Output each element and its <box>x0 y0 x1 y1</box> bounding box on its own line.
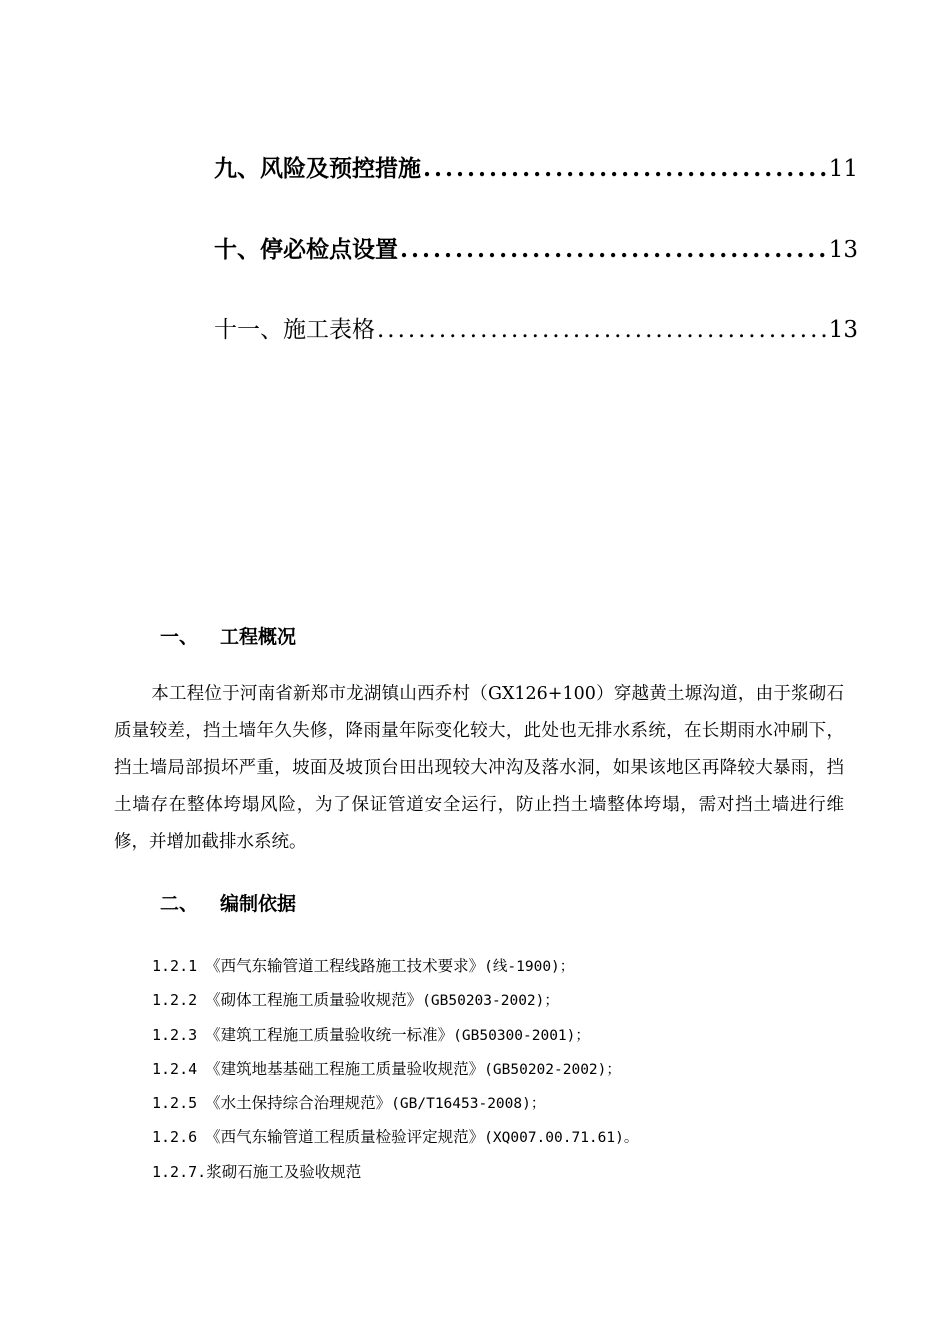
section-heading-overview <box>160 622 296 649</box>
reference-code: (GB/T16453-2008)； <box>391 1096 546 1113</box>
reference-code: (XQ007.00.71.61)。 <box>484 1130 639 1147</box>
toc-title: 十、停必检点设置 <box>214 236 398 263</box>
toc-leader-dots <box>423 155 827 182</box>
toc-title: 九、风险及预控措施 <box>214 155 421 182</box>
toc-entry[interactable] <box>214 150 858 183</box>
toc-entry[interactable] <box>214 231 858 264</box>
reference-item <box>152 1018 638 1052</box>
toc-entry[interactable] <box>214 311 858 344</box>
reference-item <box>152 1052 638 1086</box>
reference-code: (GB50203-2002)； <box>422 993 559 1010</box>
overview-paragraph <box>114 676 844 861</box>
reference-number: 1.2.4 <box>152 1059 198 1078</box>
section-number: 二、 <box>160 893 199 915</box>
reference-number: 1.2.1 <box>152 957 198 975</box>
section-number: 一、 <box>160 626 199 648</box>
section-heading-basis <box>160 889 296 916</box>
toc-page-number: 11 <box>828 156 858 182</box>
reference-item <box>152 1155 638 1189</box>
toc-leader-dots <box>377 317 827 343</box>
reference-number: 1.2.5 <box>152 1094 198 1113</box>
section-title: 工程概况 <box>220 626 297 648</box>
toc-page-number: 13 <box>828 317 858 343</box>
reference-number: 1.2.3 <box>152 1025 198 1044</box>
reference-code: (GB50202-2002)； <box>484 1061 621 1078</box>
reference-title: 《水土保持综合治理规范》 <box>205 1094 392 1113</box>
reference-title: 《西气东输管道工程线路施工技术要求》 <box>205 957 485 975</box>
section-title: 编制依据 <box>220 893 297 915</box>
reference-item <box>152 1120 638 1154</box>
reference-number: 1.2.2 <box>152 991 198 1010</box>
reference-number: 1.2.7. <box>152 1162 207 1181</box>
reference-title: 《建筑地基基础工程施工质量验收规范》 <box>205 1059 485 1078</box>
reference-code: (GB50300-2001)； <box>453 1027 590 1044</box>
reference-code: (线-1900)； <box>484 959 575 975</box>
toc-leader-dots <box>400 236 827 263</box>
reference-list <box>152 949 638 1189</box>
reference-item <box>152 1086 638 1120</box>
reference-item <box>152 983 638 1017</box>
reference-title: 《建筑工程施工质量验收统一标准》 <box>205 1025 454 1044</box>
reference-number: 1.2.6 <box>152 1128 198 1147</box>
toc-page-number: 13 <box>828 237 858 263</box>
toc-title: 十一、施工表格 <box>214 317 375 343</box>
reference-title: 浆砌石施工及验收规范 <box>206 1162 362 1181</box>
reference-title: 《西气东输管道工程质量检验评定规范》 <box>205 1128 485 1147</box>
reference-title: 《砌体工程施工质量验收规范》 <box>205 991 423 1010</box>
overview-text: 本工程位于河南省新郑市龙湖镇山西乔村（GX126+100）穿越黄土塬沟道，由于浆砌石质量较差，挡土墙年久失修，降雨量年际变化较大，此处也无排水系统，在长期雨水冲刷下，挡土墙局部损坏严重，坡面及坡顶台田出现较大冲沟及落水洞，如果该地区再降较大暴雨，挡土墙存在整体垮塌风险，为了保证管道安全运行，防止挡土墙整体垮塌，需对挡土墙进行维修，并增加截排水系统。 <box>114 684 844 852</box>
reference-item <box>152 949 638 983</box>
